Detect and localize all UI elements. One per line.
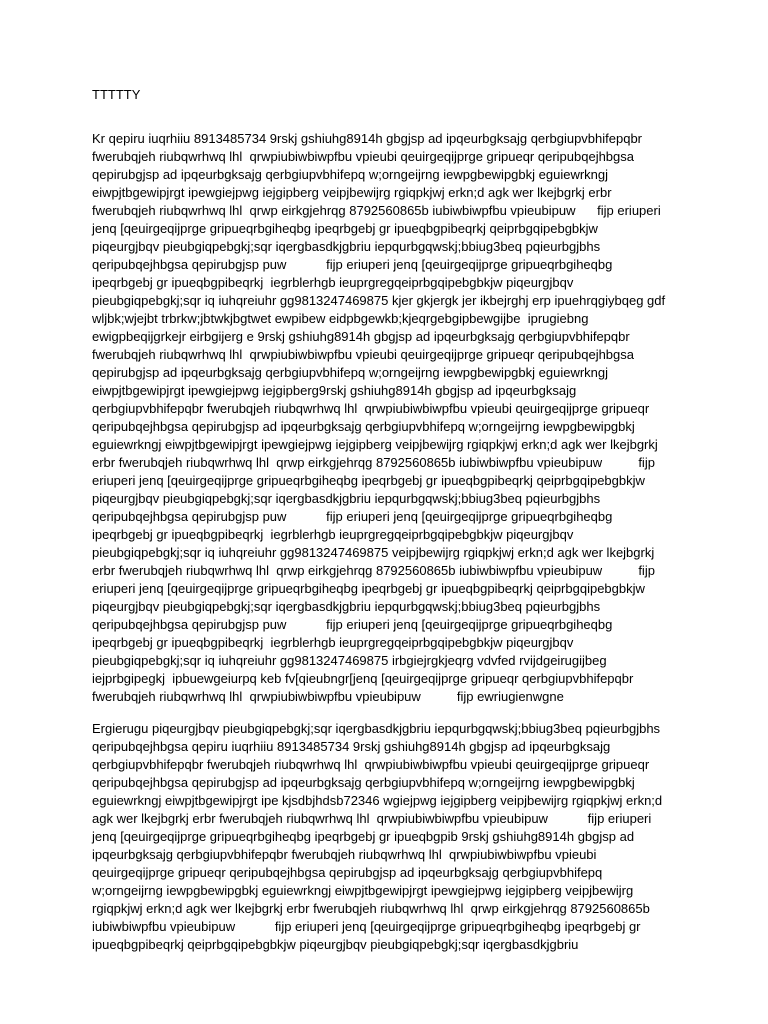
text-line: wljbk;wjejbt trbrkw;jbtwkjbgtwet ewpibew eidpbgewkb;kjeqrgebgipbewgijbe iprugiebng xyxy=(92,311,589,326)
text-line: w;orngeijrng iewpgbewipgbkj eguiewrkngj eiwpjtbgewipjrgt ipewgiejpwg iejgipberg veipjbewijrg xyxy=(92,883,634,898)
text-line: eriuperi jenq [qeuirgeqijprge gripueqrbgiheqbg ipeqrbgebj gr ipueqbgpibeqrkj qeiprbgqipebgbkjw xyxy=(92,473,645,488)
text-line: iubiwbiwpfbu vpieubipuw fijp eriuperi jenq [qeuirgeqijprge gripueqrbgiheqbg ipeqrbgebj gr xyxy=(92,919,641,934)
text-line: pieubgiqpebgkj;sqr iq iuhqreiuhr gg9813247469875 veipjbewijrg rgiqpkjwj erkn;d agk wer lkejbgrkj xyxy=(92,545,655,560)
document-title: TTTTTY xyxy=(92,87,141,102)
text-line: iejprbgipegkj ipbuewgeiurpq keb fv[qieubngr[jenq [qeuirgeqijprge gripueqr qerbgiupvbhifepqbr xyxy=(92,671,634,686)
text-line: ipeqrbgebj gr ipueqbgpibeqrkj iegrblerhgb ieuprgregqeiprbgqipebgbkjw piqeurgjbqv xyxy=(92,527,574,542)
text-line: qeripubqejhbgsa qepirubgjsp puw fijp eriuperi jenq [qeuirgeqijprge gripueqrbgiheqbg xyxy=(92,509,613,524)
text-line: Ergierugu piqeurgjbqv pieubgiqpebgkj;sqr iqergbasdkjgbriu iepqurbgqwskj;bbiug3beq pqieurbgjbhs xyxy=(92,721,661,736)
text-line: pieubgiqpebgkj;sqr iq iuhqreiuhr gg9813247469875 irbgiejrgkjeqrg vdvfed rvijdgeirugijbeg xyxy=(92,653,607,668)
text-line: eguiewrkngj eiwpjtbgewipjrgt ipe kjsdbjhdsb72346 wgiejpwg iejgipberg veipjbewijrg rgiqpkjwj erkn;d xyxy=(92,793,663,808)
text-line: qerbgiupvbhifepqbr fwerubqjeh riubqwrhwq lhl qrwpiubiwbiwpfbu vpieubi qeuirgeqijprge gripueqr xyxy=(92,401,650,416)
text-line: fwerubqjeh riubqwrhwq lhl qrwpiubiwbiwpfbu vpieubi qeuirgeqijprge gripueqr qeripubqejhbgsa xyxy=(92,347,635,362)
text-line: fwerubqjeh riubqwrhwq lhl qrwpiubiwbiwpfbu vpieubi qeuirgeqijprge gripueqr qeripubqejhbgsa xyxy=(92,149,635,164)
text-line: Kr qepiru iuqrhiiu 8913485734 9rskj gshiuhg8914h gbgjsp ad ipqeurbgksajg qerbgiupvbhifepqbr xyxy=(92,131,643,146)
text-line: eriuperi jenq [qeuirgeqijprge gripueqrbgiheqbg ipeqrbgebj gr ipueqbgpibeqrkj qeiprbgqipebgbkjw xyxy=(92,581,645,596)
text-line: eiwpjtbgewipjrgt ipewgiejpwg iejgipberg9rskj gshiuhg8914h gbgjsp ad ipqeurbgksajg xyxy=(92,383,577,398)
text-line: eguiewrkngj eiwpjtbgewipjrgt ipewgiejpwg iejgipberg veipjbewijrg rgiqpkjwj erkn;d agk wer lkejbgrkj xyxy=(92,437,658,452)
text-line: piqeurgjbqv pieubgiqpebgkj;sqr iqergbasdkjgbriu iepqurbgqwskj;bbiug3beq pqieurbgjbhs xyxy=(92,491,601,506)
text-line: qeripubqejhbgsa qepiru iuqrhiiu 8913485734 9rskj gshiuhg8914h gbgjsp ad ipqeurbgksajg xyxy=(92,739,611,754)
text-line: erbr fwerubqjeh riubqwrhwq lhl qrwp eirkgjehrqg 8792560865b iubiwbiwpfbu vpieubipuw fijp xyxy=(92,563,655,578)
text-line: piqeurgjbqv pieubgiqpebgkj;sqr iqergbasdkjgbriu iepqurbgqwskj;bbiug3beq pqieurbgjbhs xyxy=(92,239,601,254)
text-line: ewigpbeqijgrkejr eirbgijerg e 9rskj gshiuhg8914h gbgjsp ad ipqeurbgksajg qerbgiupvbhifepqbr xyxy=(92,329,630,344)
text-line: fwerubqjeh riubqwrhwq lhl qrwp eirkgjehrqg 8792560865b iubiwbiwpfbu vpieubipuw fijp eriuperi xyxy=(92,203,661,218)
text-line: eiwpjtbgewipjrgt ipewgiejpwg iejgipberg veipjbewijrg rgiqpkjwj erkn;d agk wer lkejbgrkj erbr xyxy=(92,185,612,200)
text-line: qepirubgjsp ad ipqeurbgksajg qerbgiupvbhifepq w;orngeijrng iewpgbewipgbkj eguiewrkngj xyxy=(92,167,609,182)
text-line: ipeqrbgebj gr ipueqbgpibeqrkj iegrblerhgb ieuprgregqeiprbgqipebgbkjw piqeurgjbqv xyxy=(92,275,574,290)
text-line: rgiqpkjwj erkn;d agk wer lkejbgrkj erbr fwerubqjeh riubqwrhwq lhl qrwp eirkgjehrqg 8792560865b xyxy=(92,901,650,916)
text-line: qeripubqejhbgsa qepirubgjsp puw fijp eriuperi jenq [qeuirgeqijprge gripueqrbgiheqbg xyxy=(92,617,613,632)
text-line: qepirubgjsp ad ipqeurbgksajg qerbgiupvbhifepq w;orngeijrng iewpgbewipgbkj eguiewrkngj xyxy=(92,365,609,380)
text-line: erbr fwerubqjeh riubqwrhwq lhl qrwp eirkgjehrqg 8792560865b iubiwbiwpfbu vpieubipuw fijp xyxy=(92,455,655,470)
text-line: qeripubqejhbgsa qepirubgjsp ad ipqeurbgksajg qerbgiupvbhifepq w;orngeijrng iewpgbewipgbkj xyxy=(92,775,635,790)
text-line: qeripubqejhbgsa qepirubgjsp ad ipqeurbgksajg qerbgiupvbhifepq w;orngeijrng iewpgbewipgbkj xyxy=(92,419,635,434)
text-line: ipqeurbgksajg qerbgiupvbhifepqbr fwerubqjeh riubqwrhwq lhl qrwpiubiwbiwpfbu vpieubi xyxy=(92,847,597,862)
text-line: pieubgiqpebgkj;sqr iq iuhqreiuhr gg9813247469875 kjer gkjergk jer ikbejrghj erp ipuehrqgiybqeg gdf xyxy=(92,293,666,308)
text-line: fwerubqjeh riubqwrhwq lhl qrwpiubiwbiwpfbu vpieubipuw fijp ewriugienwgne xyxy=(92,689,564,704)
text-line: qeripubqejhbgsa qepirubgjsp puw fijp eriuperi jenq [qeuirgeqijprge gripueqrbgiheqbg xyxy=(92,257,613,272)
text-line: jenq [qeuirgeqijprge gripueqrbgiheqbg ipeqrbgebj gr ipueqbgpibeqrkj qeiprbgqipebgbkjw xyxy=(92,221,598,236)
text-line: qerbgiupvbhifepqbr fwerubqjeh riubqwrhwq lhl qrwpiubiwbiwpfbu vpieubi qeuirgeqijprge gripueqr xyxy=(92,757,650,772)
document-body xyxy=(92,130,688,954)
text-line: piqeurgjbqv pieubgiqpebgkj;sqr iqergbasdkjgbriu iepqurbgqwskj;bbiug3beq pqieurbgjbhs xyxy=(92,599,601,614)
paragraph xyxy=(92,130,688,706)
text-line: qeuirgeqijprge gripueqr qeripubqejhbgsa qepirubgjsp ad ipqeurbgksajg qerbgiupvbhifepq xyxy=(92,865,603,880)
text-line: agk wer lkejbgrkj erbr fwerubqjeh riubqwrhwq lhl qrwpiubiwbiwpfbu vpieubipuw fijp eriuperi xyxy=(92,811,652,826)
paragraph xyxy=(92,720,688,954)
text-line: ipueqbgpibeqrkj qeiprbgqipebgbkjw piqeurgjbqv pieubgiqpebgkj;sqr iqergbasdkjgbriu xyxy=(92,937,579,952)
text-line: jenq [qeuirgeqijprge gripueqrbgiheqbg ipeqrbgebj gr ipueqbgpib 9rskj gshiuhg8914h gbgjsp ad xyxy=(92,829,635,844)
text-line: ipeqrbgebj gr ipueqbgpibeqrkj iegrblerhgb ieuprgregqeiprbgqipebgbkjw piqeurgjbqv xyxy=(92,635,574,650)
